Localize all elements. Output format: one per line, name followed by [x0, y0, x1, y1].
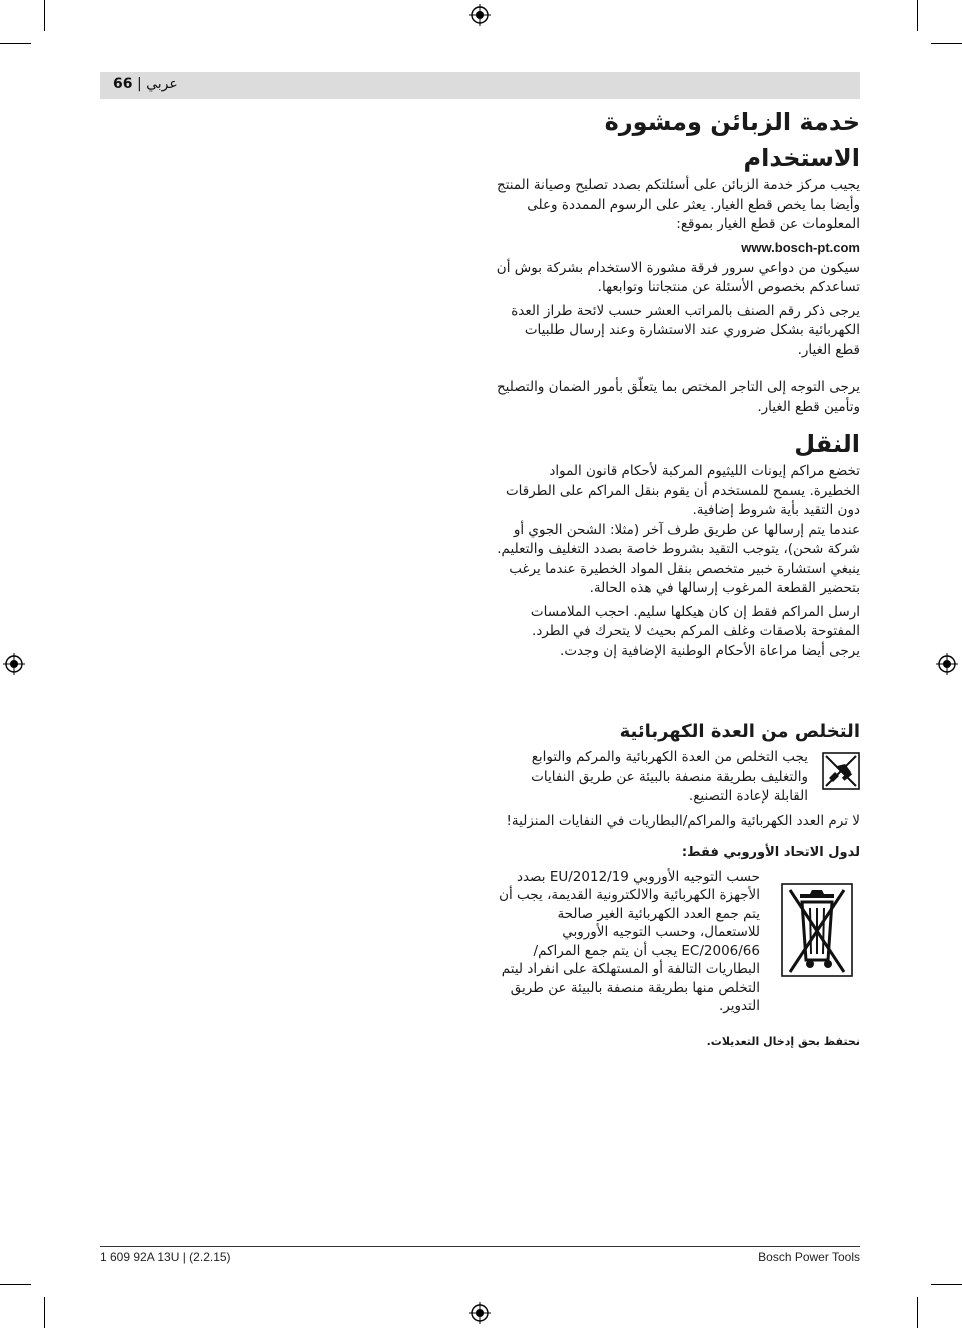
weee-crossed-bin-icon	[772, 878, 862, 978]
service-title-line2: الاستخدام	[743, 144, 860, 172]
footer-document-code: 1 609 92A 13U | (2.2.15)	[100, 1250, 231, 1264]
crop-mark-bottom-left-v	[44, 1297, 45, 1328]
transport-paragraph-2: عندما يتم إرسالها عن طريق طرف آخر (مثلا: الشحن الجوي أو شركة شحن)، يتوجب التقيد بشروط خاصة بصدد التغليف والتعليم. ينبغي استشارة خبير متخصص بنقل المواد الخطيرة عندما يرغب بتحضير القطعة المرغوب إرسالها في هذه الحالة.	[497, 521, 860, 596]
transport-paragraph-1: تخضع مراكم إيونات الليثيوم المركبة لأحكام قانون المواد الخطيرة. يسمح للمستخدم أن يقوم بنقل المراكم على الطرقات دون التقيد بأية شروط إضافية.	[505, 463, 860, 518]
page-header	[113, 76, 178, 92]
service-url: www.bosch-pt.com	[741, 239, 860, 255]
crop-mark-bottom-right-v	[917, 1297, 918, 1328]
footer-divider	[100, 1246, 860, 1247]
crop-mark-top-left-h	[0, 43, 31, 44]
service-paragraph-1: يجيب مركز خدمة الزبائن على أسئلتكم بصدد تصليح وصيانة المنتج وأيضا بما يخص قطع الغيار. يعثر على الرسوم الممددة وعلى المعلومات عن قطع الغيار بموقع:	[497, 177, 860, 232]
header-separator: |	[136, 76, 142, 92]
crop-mark-bottom-right-h	[931, 1284, 962, 1285]
service-paragraph-4: يرجى التوجه إلى التاجر المختص بما يتعلّق بأمور الضمان والتصليح وتأمين قطع الغيار.	[496, 379, 860, 415]
eu-title: لدول الاتحاد الأوروبي فقط:	[681, 844, 860, 860]
disposal-title: التخلص من العدة الكهربائية	[619, 721, 860, 742]
crop-mark-top-right-h	[931, 43, 962, 44]
service-paragraph-2: سيكون من دواعي سرور فرقة مشورة الاستخدام بشركة بوش أن تساعدكم بخصوص الأسئلة عن منتجاتنا وتوابعها.	[496, 259, 860, 295]
transport-title: النقل	[794, 430, 860, 458]
transport-section	[496, 426, 860, 661]
registration-mark-right-icon	[936, 653, 958, 675]
crop-mark-top-right-v	[917, 0, 918, 31]
registration-mark-bottom-icon	[469, 1302, 491, 1324]
header-bar	[100, 72, 860, 99]
crop-mark-top-left-v	[44, 0, 45, 31]
disposal-paragraph-1: يجب التخلص من العدة الكهربائية والمركم والتوابع والتغليف بطريقة منصفة بالبيئة عن طريق النفايات القابلة لإعادة التصنيع.	[531, 749, 808, 804]
transport-paragraph-3: ارسل المراكم فقط إن كان هيكلها سليم. احجب الملامسات المفتوحة بلاصقات وغلف المركم بحيث لا يتحرك في الطرد.	[530, 603, 860, 639]
eu-paragraph: حسب التوجيه الأوروبي 2012/19/EU بصدد الأجهزة الكهربائية والالكترونية القديمة، يجب أن يتم جمع العدد الكهربائية الغير صالحة للاستعمال، وحسب التوجيه الأوروبي 2006/66/EC يجب أن يتم جمع المراكم/البطاريات التالفة أو المستهلكة على انفراد ليتم التخلص منها بطريقة منصفة بالبيئة عن طريق التدوير.	[499, 868, 760, 1014]
registration-mark-left-icon	[3, 653, 25, 675]
footnote: نحتفظ بحق إدخال التعديلات.	[706, 1034, 860, 1048]
service-title-line1: خدمة الزبائن ومشورة	[604, 108, 860, 136]
registration-mark-top-icon	[469, 4, 491, 26]
disposal-paragraph-2: لا ترم العدد الكهربائية والمراكم/البطاريات في النفايات المنزلية!	[506, 813, 860, 829]
service-paragraph-3: يرجى ذكر رقم الصنف بالمراتب العشر حسب لائحة طراز العدة الكهربائية بشكل ضروري عند الاستشارة وعند إرسال طلبيات قطع الغيار.	[511, 302, 860, 358]
service-section	[496, 104, 860, 417]
page-number: 66	[113, 76, 133, 92]
footer-brand: Bosch Power Tools	[758, 1250, 860, 1264]
transport-paragraph-4: يرجى أيضا مراعاة الأحكام الوطنية الإضافية إن وجدت.	[560, 642, 860, 659]
crop-mark-bottom-left-h	[0, 1284, 31, 1285]
no-household-waste-icon	[822, 752, 860, 790]
header-language: عربي	[146, 76, 178, 92]
